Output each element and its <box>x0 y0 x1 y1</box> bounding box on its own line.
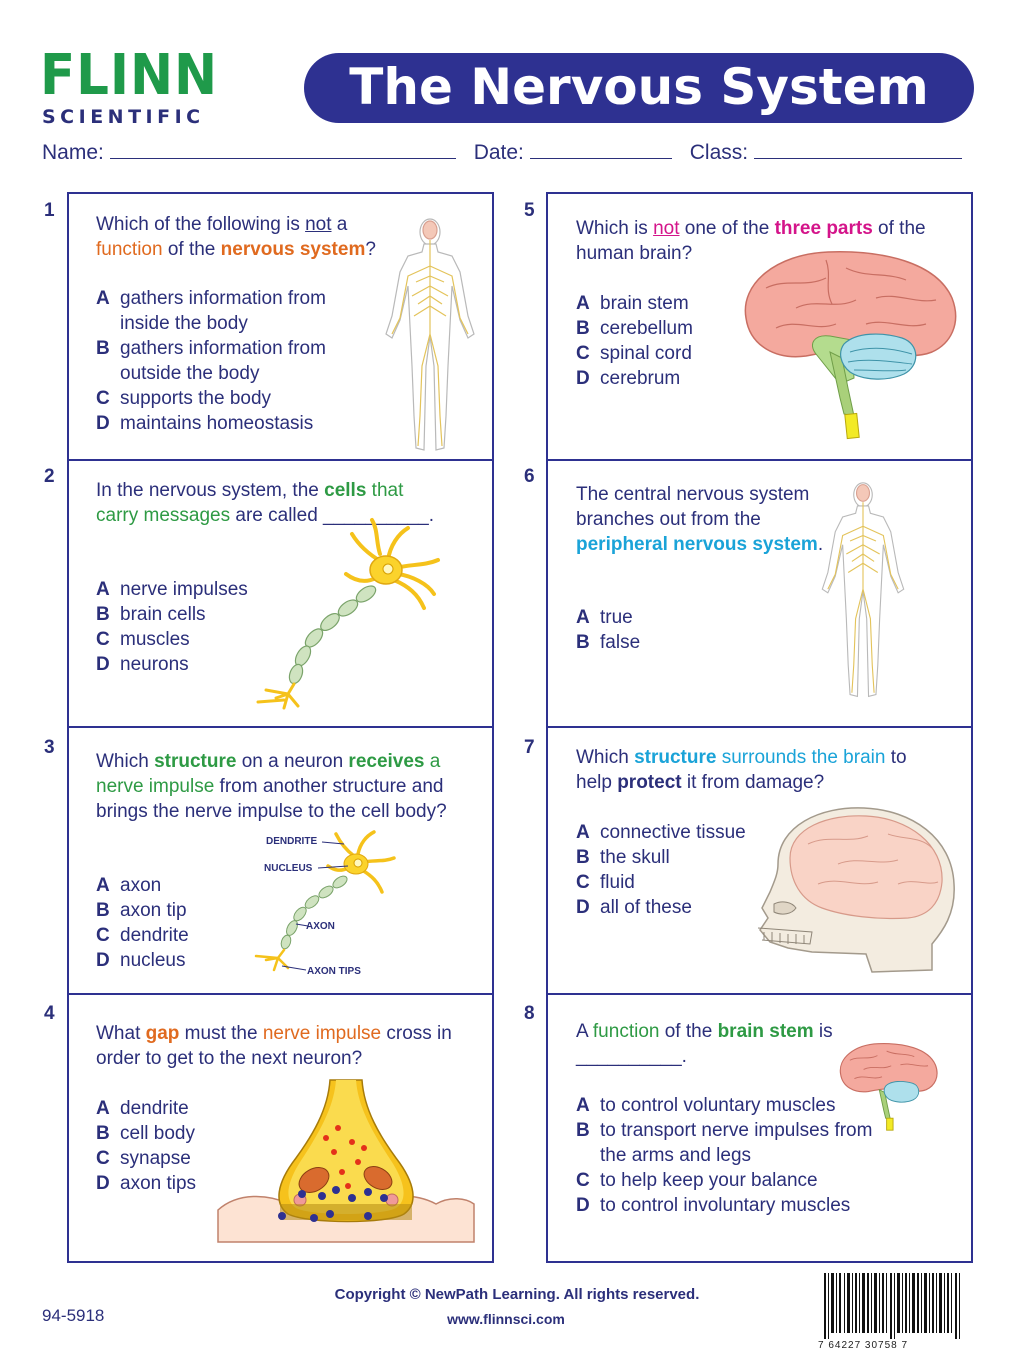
axon-label: AXON <box>306 921 335 932</box>
question-7-text: Which structure surrounds the brain to help protect it from damage? <box>576 747 907 793</box>
answer-option[interactable]: B to transport nerve impulses from the arms and legs <box>576 1120 873 1166</box>
answer-option[interactable]: B cell body <box>96 1123 195 1144</box>
question-number: 3 <box>44 737 55 758</box>
axon-tips-label: AXON TIPS <box>307 966 361 977</box>
footer-url-link[interactable]: www.flinnsci.com <box>447 1311 565 1327</box>
answer-option[interactable]: D to control involuntary muscles <box>576 1195 851 1216</box>
answer-option[interactable]: B axon tip <box>96 900 187 921</box>
name-field[interactable] <box>110 138 456 159</box>
answer-option[interactable]: D nucleus <box>96 950 186 971</box>
answer-option[interactable]: A nerve impulses <box>96 579 248 600</box>
answer-option[interactable]: C synapse <box>96 1148 191 1169</box>
question-6-options <box>576 605 696 655</box>
question-number: 5 <box>524 200 535 221</box>
question-7-options <box>576 820 776 920</box>
question-5-options <box>576 291 736 391</box>
answer-option[interactable]: C supports the body <box>96 388 272 409</box>
answer-option[interactable]: D maintains homeostasis <box>96 413 314 434</box>
nucleus-label: NUCLEUS <box>264 863 313 874</box>
human-nervous-system-illustration <box>814 480 912 702</box>
question-3-options <box>96 873 246 973</box>
question-6-text: The central nervous system branches out from the peripheral nervous system. <box>576 484 824 555</box>
answer-option[interactable]: C fluid <box>576 872 635 893</box>
barcode-icon <box>818 1273 970 1339</box>
question-number: 2 <box>44 466 55 487</box>
class-field[interactable] <box>754 138 962 159</box>
question-3-text: Which structure on a neuron receives a nerve impulse from another structure and brings the nerve impulse to the cell body? <box>96 751 447 822</box>
barcode-digits: 7 64227 30758 7 <box>818 1340 909 1351</box>
synapse-illustration <box>218 1080 474 1242</box>
answer-option[interactable]: C muscles <box>96 629 190 650</box>
brain-illustration <box>736 248 962 440</box>
answer-option[interactable]: A gathers information from inside the body <box>96 288 326 334</box>
answer-option[interactable]: B gathers information from outside the body <box>96 338 326 384</box>
name-label: Name: <box>42 141 104 164</box>
dendrite-label: DENDRITE <box>266 836 318 847</box>
question-number: 6 <box>524 466 535 487</box>
flinn-logo: FLINN <box>40 43 219 108</box>
brain-illustration <box>836 1032 940 1140</box>
date-label: Date: <box>473 141 524 164</box>
header-fields <box>42 138 962 165</box>
answer-option[interactable]: B the skull <box>576 847 670 868</box>
question-5-text: Which is not one of the three parts of the human brain? <box>576 218 926 264</box>
question-number: 8 <box>524 1003 535 1024</box>
answer-option[interactable]: D neurons <box>96 654 189 675</box>
answer-option[interactable]: D cerebrum <box>576 368 681 389</box>
copyright-notice: Copyright © NewPath Learning. All rights reserved. <box>334 1286 700 1303</box>
answer-option[interactable]: B false <box>576 632 641 653</box>
flinn-logo-subtitle: SCIENTIFIC <box>42 106 205 128</box>
answer-option[interactable]: B brain cells <box>96 604 206 625</box>
human-nervous-system-illustration <box>382 216 478 456</box>
neuron-illustration <box>248 514 448 714</box>
skull-with-brain-illustration <box>748 804 958 976</box>
question-number: 1 <box>44 200 55 221</box>
answer-option[interactable]: C to help keep your balance <box>576 1170 818 1191</box>
labeled-neuron-illustration <box>248 826 408 976</box>
class-label: Class: <box>689 141 749 164</box>
answer-option[interactable]: B cerebellum <box>576 318 693 339</box>
page-title: The Nervous System <box>304 53 974 123</box>
answer-option[interactable]: A connective tissue <box>576 822 746 843</box>
catalog-number: 94-5918 <box>42 1306 105 1325</box>
question-1-text: Which of the following is not a function of the nervous system? <box>96 214 376 260</box>
date-field[interactable] <box>530 138 672 159</box>
question-number: 4 <box>44 1003 55 1024</box>
question-4-text: What gap must the nerve impulse cross in order to get to the next neuron? <box>96 1023 452 1069</box>
answer-option[interactable]: C dendrite <box>96 925 189 946</box>
question-1-options <box>96 286 376 436</box>
answer-option[interactable]: A axon <box>96 875 162 896</box>
answer-option[interactable]: A to control voluntary muscles <box>576 1095 836 1116</box>
question-8-text: A function of the brain stem is __________. <box>576 1021 833 1067</box>
answer-option[interactable]: A true <box>576 607 633 628</box>
question-2-text: In the nervous system, the cells that carry messages are called __________. <box>96 480 434 526</box>
answer-option[interactable]: C spinal cord <box>576 343 692 364</box>
answer-option[interactable]: A brain stem <box>576 293 689 314</box>
answer-option[interactable]: D all of these <box>576 897 692 918</box>
question-number: 7 <box>524 737 535 758</box>
answer-option[interactable]: D axon tips <box>96 1173 197 1194</box>
answer-option[interactable]: A dendrite <box>96 1098 189 1119</box>
